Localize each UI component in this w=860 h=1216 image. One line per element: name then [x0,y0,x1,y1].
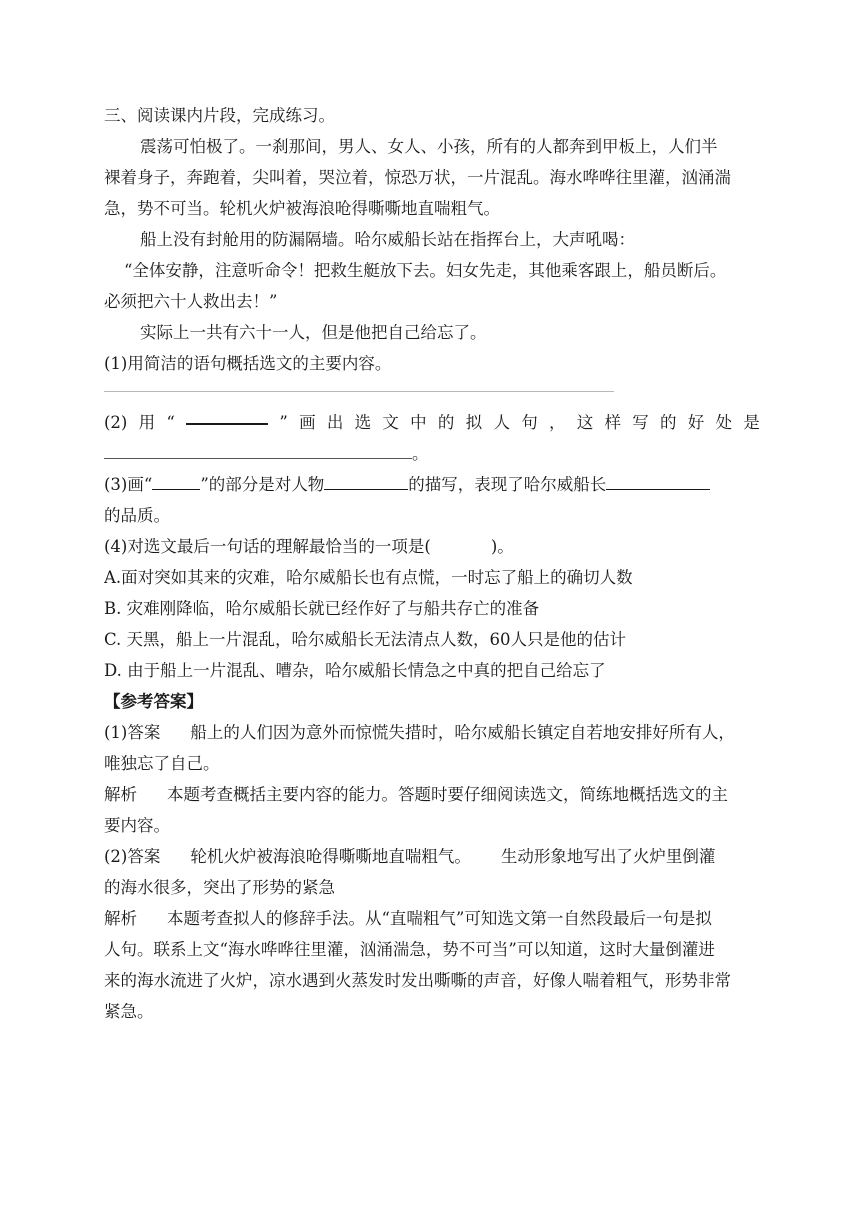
answer-1-text: 船上的人们因为意外而惊慌失措时，哈尔威船长镇定自若地安排好所有人， [190,723,735,742]
q2-underline-sample [186,407,268,425]
q2-char: 好 [687,413,705,432]
question-3-line-1 [104,469,760,500]
explanation-1-line-1 [104,779,760,810]
q2-char: 出 [326,413,344,432]
q2-char: 这 [576,413,594,432]
q2-char: 的 [437,413,455,432]
q2-char: 画 [299,413,316,432]
answer-1-label: (1)答案 [104,723,161,742]
answer-2-line-1 [104,841,760,872]
answer-2-label: (2)答案 [104,847,161,866]
explanation-1-line-2: 要内容。 [104,816,170,835]
q3-text-b: ”的部分是对人物 [200,475,325,494]
explanation-2-line-1 [104,903,760,934]
passage-paragraph-1-line-2: 裸着身子，奔跑着，尖叫着，哭泣着，惊恐万状，一片混乱。海水哗哗往里灌，汹涌湍 [104,168,731,187]
q2-char: 的 [660,413,677,432]
explanation-1-label: 解析 [104,785,137,804]
q2-period: 。 [412,444,429,463]
q3-text-a: (3)画“ [104,475,153,494]
q2-char: (2) [104,413,128,432]
explanation-2-label: 解析 [104,909,137,928]
option-d: D. 由于船上一片混乱、嘈杂，哈尔威船长情急之中真的把自己给忘了 [104,661,606,680]
q2-char: 拟 [465,413,483,432]
question-3-line-2: 的品质。 [104,506,170,525]
q3-underline-sample [152,473,200,490]
answer-blank-q2[interactable] [104,440,412,459]
passage-paragraph-2: 船上没有封舱用的防漏隔墙。哈尔威船长站在指挥台上，大声吼喝： [140,230,635,249]
explanation-2-line-2: 人句。联系上文“海水哗哗往里灌，汹涌湍急，势不可当”可以知道，这时大量倒灌进 [104,940,715,959]
q2-char: ” [279,413,288,432]
option-b: B. 灾难刚降临，哈尔威船长就已经作好了与船共存亡的准备 [104,599,540,618]
explanation-2-line-4: 紧急。 [104,1002,154,1021]
question-2-line-1 [104,407,760,438]
explanation-2-line-3: 来的海水流进了火炉，凉水遇到火蒸发时发出嘶嘶的声音，好像人喘着粗气，形势非常 [104,971,731,990]
q2-char: 中 [410,413,427,432]
question-1: (1)用简洁的语句概括选文的主要内容。 [104,354,392,373]
passage-paragraph-3-line-1: “全体安静，注意听命令！把救生艇放下去。妇女先走，其他乘客跟上，船员断后。 [124,261,727,280]
section-title: 三、阅读课内片段，完成练习。 [104,106,335,125]
question-2-line-2 [104,438,760,469]
passage-paragraph-1-line-3: 急，势不可当。轮机火炉被海浪呛得嘶嘶地直喘粗气。 [104,199,500,218]
q2-char: 用 [138,413,156,432]
q2-char: 写 [632,413,649,432]
document-page [104,100,760,1027]
q2-char: 处 [715,413,733,432]
question-4 [104,531,760,562]
answer-1-line-1 [104,717,760,748]
answer-2-text-b: 生动形象地写出了火炉里倒灌 [500,847,716,866]
q4-end: )。 [490,537,514,556]
answer-line-q1[interactable] [104,379,760,407]
answer-1-line-2: 唯独忘了自己。 [104,754,220,773]
q2-char: 是 [743,413,760,432]
q2-char: ， [548,413,566,432]
answer-blank-q3-quality[interactable] [606,473,710,490]
option-c: C. 天黑，船上一片混乱，哈尔威船长无法清点人数，60人只是他的估计 [104,630,627,649]
explanation-2-text: 本题考查拟人的修辞手法。从“直喘粗气”可知选文第一自然段最后一句是拟 [167,909,712,928]
option-a: A.面对突如其来的灾难，哈尔威船长也有点慌，一时忘了船上的确切人数 [104,568,633,587]
q3-text-c: 的描写，表现了哈尔威船长 [408,475,607,494]
q2-char: 句 [521,413,538,432]
explanation-1-text: 本题考查概括主要内容的能力。答题时要仔细阅读选文，简练地概括选文的主 [167,785,728,804]
answer-2-text-a: 轮机火炉被海浪呛得嘶嘶地直喘粗气。 [190,847,471,866]
q2-char: 选 [354,413,372,432]
answer-blank-q3-description[interactable] [324,473,408,490]
passage-paragraph-1-line-1: 震荡可怕极了。一刹那间，男人、女人、小孩，所有的人都奔到甲板上，人们半 [140,137,718,156]
passage-paragraph-4: 实际上一共有六十一人，但是他把自己给忘了。 [140,323,487,342]
q2-char: 人 [493,413,510,432]
q4-text: (4)对选文最后一句话的理解最恰当的一项是( [104,537,431,556]
passage-paragraph-3-line-2: 必须把六十人救出去！” [104,292,278,311]
q2-char: 文 [382,413,399,432]
answers-heading: 【参考答案】 [104,692,203,711]
answer-2-line-2: 的海水很多，突出了形势的紧急 [104,878,335,897]
q2-char: 样 [604,413,621,432]
q2-char: “ [166,413,175,432]
